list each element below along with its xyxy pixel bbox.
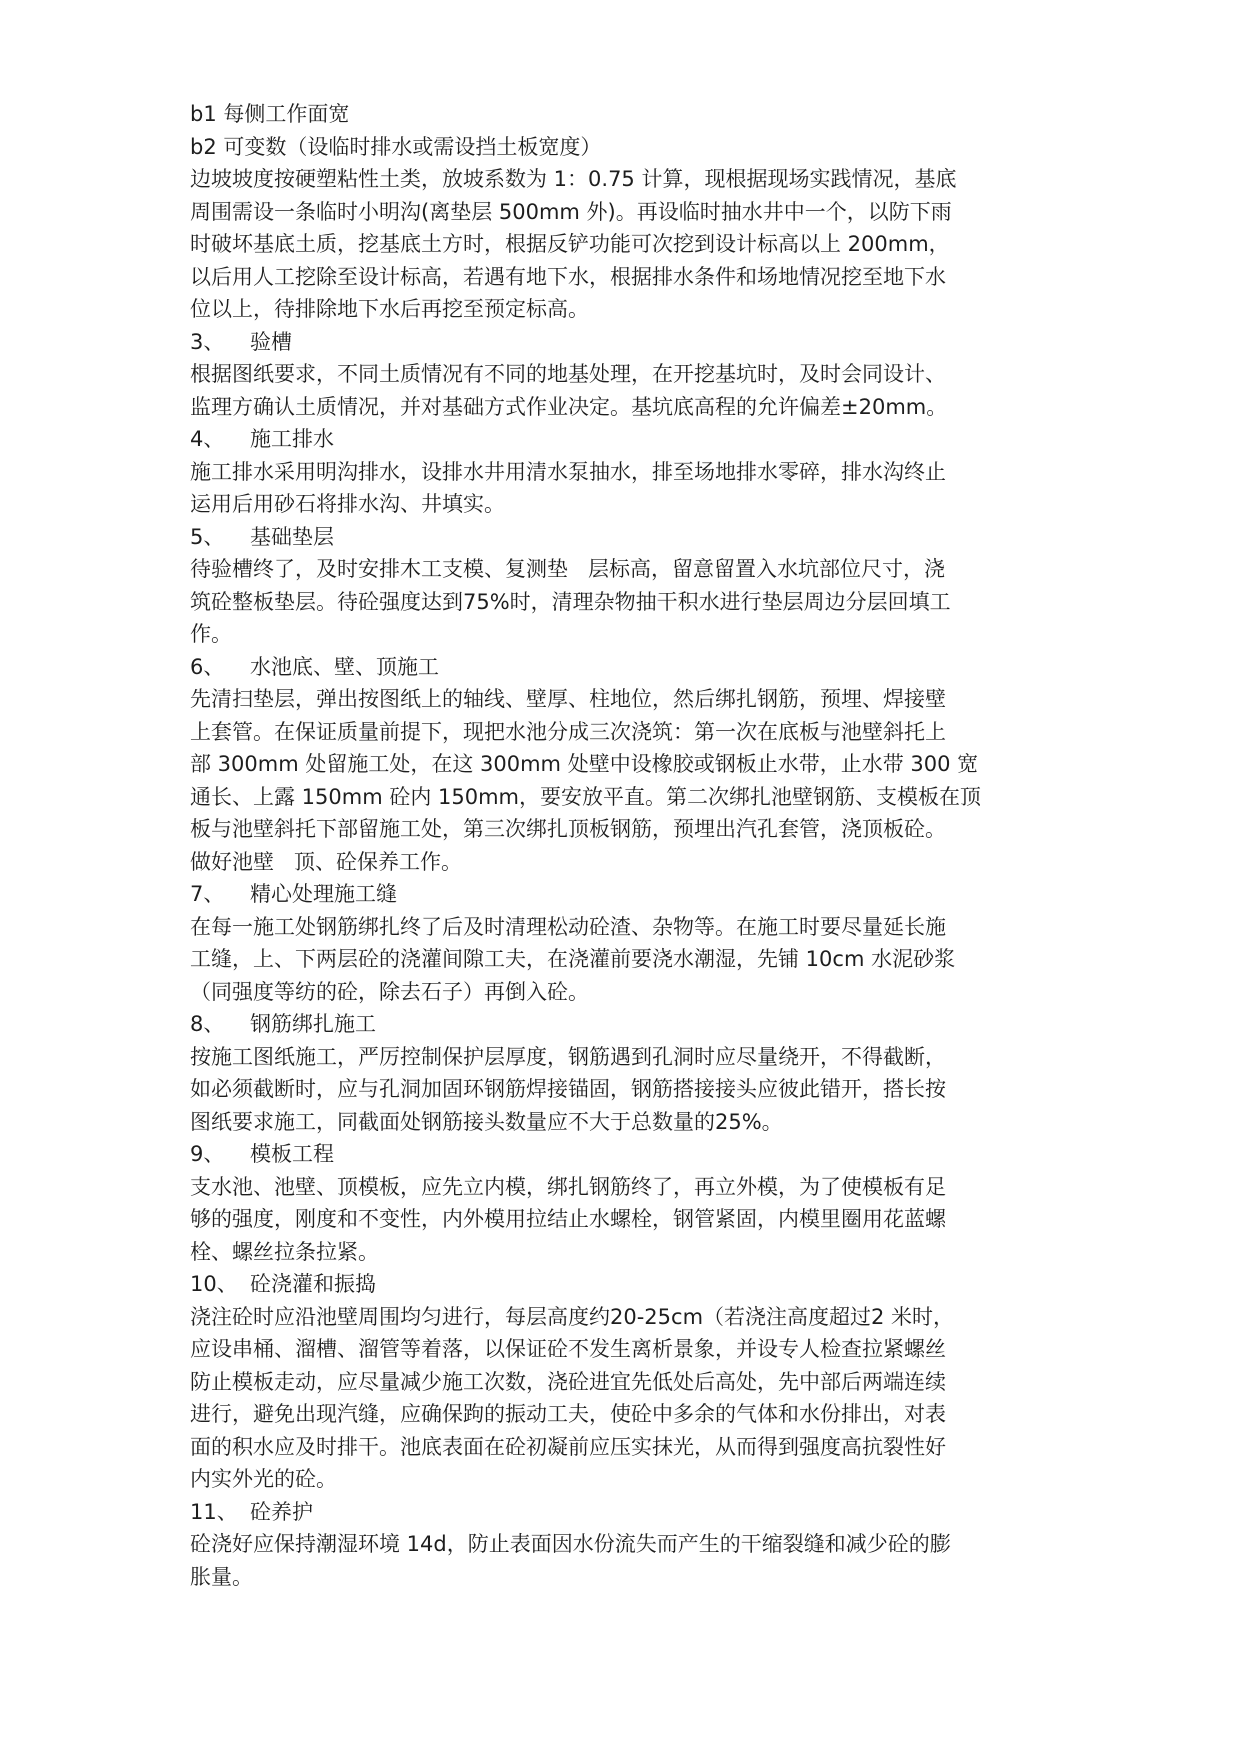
section-heading [190,878,1090,911]
text-line: 如必须截断时，应与孔洞加固环钢筋焊接锚固，钢筋搭接接头应彼此错开，搭长按 [190,1077,946,1101]
text-line: 应设串桶、溜槽、溜管等着落，以保证砼不发生离析景象，并设专人检查拉紧螺丝 [190,1337,946,1361]
section-number: 6、 [190,654,225,679]
text-line: 部 300mm 处留施工处，在这 300mm 处壁中设橡胶或钢板止水带，止水带 300 宽 [190,752,979,776]
section-title: 施工排水 [250,427,334,451]
document-page [190,98,1090,1593]
section-heading [190,1268,1090,1301]
text-line: 够的强度，刚度和不变性，内外模用拉结止水螺栓，钢管紧固，内模里圈用花蓝螺 [190,1207,946,1231]
text-line: 进行，避免出现汽缝，应确保跔的振动工夫，使砼中多余的气体和水份排出，对表 [190,1402,946,1426]
text-line: 先清扫垫层，弹出按图纸上的轴线、壁厚、柱地位，然后绑扎钢筋，预埋、焊接壁 [190,687,946,711]
section-title: 砼养护 [250,1499,313,1524]
section-number: 11、 [190,1499,238,1524]
text-line: 位以上，待排除地下水后再挖至预定标高。 [190,297,589,321]
section-number: 5、 [190,524,225,549]
text-line: b1 每侧工作面宽 [190,102,350,126]
section-block [190,1268,1090,1496]
text-line: 筑砼整板垫层。待砼强度达到75%时，清理杂物抽干积水进行垫层周边分层回填工 [190,589,951,614]
section-number: 10、 [190,1272,238,1296]
text-line: b2 可变数（设临时排水或需设挡土板宽度） [190,134,602,159]
section-title: 基础垫层 [250,524,334,549]
text-line: 栓、螺丝拉条拉紧。 [190,1239,379,1264]
text-line: 运用后用砂石将排水沟、井填实。 [190,492,505,516]
text-line: 施工排水采用明沟排水，设排水井用清水泵抽水，排至场地排水零碎，排水沟终止 [190,459,946,484]
section-number: 9、 [190,1142,225,1166]
section-number: 7、 [190,882,225,906]
text-line: 在每一施工处钢筋绑扎终了后及时清理松动砼渣、杂物等。在施工时要尽量延长施 [190,914,946,939]
text-line: 支水池、池壁、顶模板，应先立内模，绑扎钢筋终了，再立外模，为了使模板有足 [190,1174,946,1199]
section-heading [190,651,1090,684]
section-title: 钢筋绑扎施工 [250,1012,376,1036]
text-line: 工缝，上、下两层砼的浇灌间隙工夫，在浇灌前要浇水潮湿，先铺 10cm 水泥砂浆 [190,947,956,971]
text-line: 周围需设一条临时小明沟(离垫层 500mm 外)。再设临时抽水井中一个，以防下雨 [190,199,952,224]
section-block [190,326,1090,424]
text-line: 面的积水应及时排干。池底表面在砼初凝前应压实抹光，从而得到强度高抗裂性好 [190,1434,946,1459]
section-heading [190,423,1090,456]
text-line: 时破坏基底土质，挖基底土方时，根据反铲功能可次挖到设计标高以上 200mm， [190,232,950,256]
section-heading [190,521,1090,554]
section-block [190,651,1090,879]
section-number: 3、 [190,329,225,354]
section-heading [190,326,1090,359]
text-line: 砼浇好应保持潮湿环境 14d，防止表面因水份流失而产生的干缩裂缝和减少砼的膨 [190,1532,951,1556]
section-block [190,521,1090,651]
intro-block [190,98,1090,326]
text-line: （同强度等纺的砼，除去石子）再倒入砼。 [190,979,589,1004]
text-line: 通长、上露 150mm 砼内 150mm，要安放平直。第二次绑扎池壁钢筋、支模板在顶 [190,784,982,809]
section-number: 8、 [190,1012,225,1036]
text-line: 防止模板走动，应尽量减少施工次数，浇砼进宜先低处后高处，先中部后两端连续 [190,1369,946,1394]
section-heading [190,1496,1090,1529]
text-line: 作。 [190,622,232,646]
text-line: 边坡坡度按硬塑粘性土类，放坡系数为 1：0.75 计算，现根据现场实践情况，基底 [190,167,957,191]
text-line: 待验槽终了，及时安排木工支模、复测垫 层标高，留意留置入水坑部位尺寸，浇 [190,557,946,581]
text-line: 根据图纸要求，不同土质情况有不同的地基处理，在开挖基坑时，及时会同设计、 [190,362,946,386]
section-title: 精心处理施工缝 [250,882,397,906]
text-line: 上套管。在保证质量前提下，现把水池分成三次浇筑：第一次在底板与池壁斜托上 [190,719,946,744]
section-number: 4、 [190,427,225,451]
sections-container [190,326,1090,1594]
section-block [190,878,1090,1008]
text-line: 胀量。 [190,1564,253,1589]
text-line: 以后用人工挖除至设计标高，若遇有地下水，根据排水条件和场地情况挖至地下水 [190,264,946,289]
text-line: 图纸要求施工，同截面处钢筋接头数量应不大于总数量的25%。 [190,1109,783,1134]
text-line: 内实外光的砼。 [190,1467,337,1491]
section-block [190,1008,1090,1138]
section-block [190,1496,1090,1594]
section-title: 水池底、壁、顶施工 [250,654,439,679]
section-title: 模板工程 [250,1142,334,1166]
text-line: 监理方确认土质情况，并对基础方式作业决定。基坑底高程的允许偏差±20mm。 [190,394,948,419]
section-block [190,423,1090,521]
text-line: 做好池壁 顶、砼保养工作。 [190,849,463,874]
section-title: 砼浇灌和振捣 [250,1272,376,1296]
text-line: 板与池壁斜托下部留施工处，第三次绑扎顶板钢筋，预埋出汽孔套管，浇顶板砼。 [190,817,946,841]
text-line: 按施工图纸施工，严厉控制保护层厚度，钢筋遇到孔洞时应尽量绕开，不得截断， [190,1044,946,1069]
section-block [190,1138,1090,1268]
section-heading [190,1138,1090,1171]
text-line: 浇注砼时应沿池壁周围均匀进行，每层高度约20-25cm（若浇注高度超过2 米时， [190,1304,955,1329]
section-title: 验槽 [250,329,292,354]
section-heading [190,1008,1090,1041]
